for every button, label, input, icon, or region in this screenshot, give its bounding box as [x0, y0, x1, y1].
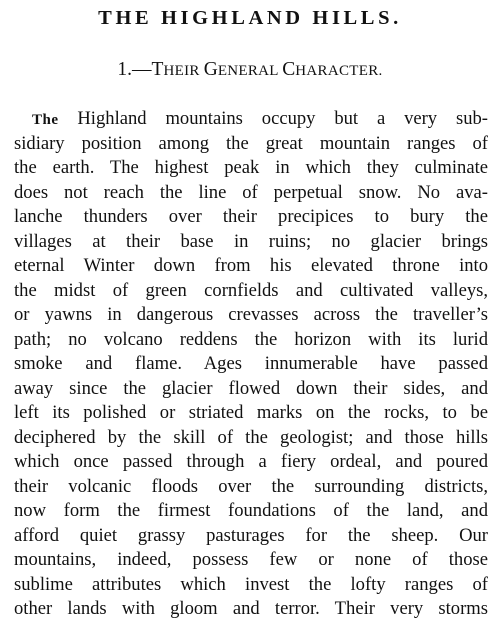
running-title: THE HIGHLAND HILLS.: [98, 7, 402, 29]
paragraph-line: path; no volcano reddens the horizon with its lurid: [14, 328, 488, 350]
paragraph-line: their volcanic floods over the surrounding districts,: [14, 475, 488, 497]
paragraph-line: [14, 107, 488, 132]
paragraph-line: the midst of green cornfields and cultivated valleys,: [14, 279, 488, 301]
paragraph-line: sidiary position among the great mountain ranges of: [14, 132, 488, 154]
section-title-initial-1: T: [151, 59, 164, 80]
section-title-initial-3: C: [282, 59, 296, 80]
body-paragraph: [14, 107, 488, 622]
paragraph-line: smoke and flame. Ages innumerable have passed: [14, 353, 488, 374]
section-heading: [0, 58, 500, 83]
paragraph-line: the earth. The highest peak in which they culminate: [14, 157, 488, 178]
paragraph-line: which once passed through a fiery ordeal, and poured: [14, 451, 488, 472]
paragraph-line: away since the glacier flowed down their sides, and: [14, 377, 488, 399]
section-title-rest-2: ENERAL: [217, 63, 283, 79]
paragraph-line: mountains, indeed, possess few or none of those: [14, 549, 488, 570]
section-title-rest-1: HEIR: [163, 63, 204, 79]
section-number: 1.—: [117, 59, 152, 80]
paragraph-line: deciphered by the skill of the geologist; and those hills: [14, 426, 488, 448]
paragraph-line: left its polished or striated marks on the rocks, to be: [14, 402, 488, 423]
paragraph-line: villages at their base in ruins; no glacier brings: [14, 230, 488, 252]
section-title-initial-2: G: [203, 59, 218, 80]
paragraph-line: eternal Winter down from his elevated throne into: [14, 255, 488, 276]
line-text: Highland mountains occupy but a very sub-: [58, 108, 488, 129]
section-title-rest-3: HARACTER.: [295, 63, 383, 79]
paragraph-line: other lands with gloom and terror. Their very storms: [14, 598, 488, 619]
paragraph-line: afford quiet grassy pasturages for the sheep. Our: [14, 524, 488, 546]
paragraph-line: or yawns in dangerous crevasses across the traveller’s: [14, 304, 488, 325]
paragraph-line: now form the firmest foundations of the land, and: [14, 500, 488, 521]
paragraph-line: lanche thunders over their precipices to bury the: [14, 206, 488, 227]
lead-word: The: [32, 112, 59, 128]
paragraph-line: sublime attributes which invest the lofty ranges of: [14, 573, 488, 595]
paragraph-line: does not reach the line of perpetual snow. No ava-: [14, 181, 488, 203]
